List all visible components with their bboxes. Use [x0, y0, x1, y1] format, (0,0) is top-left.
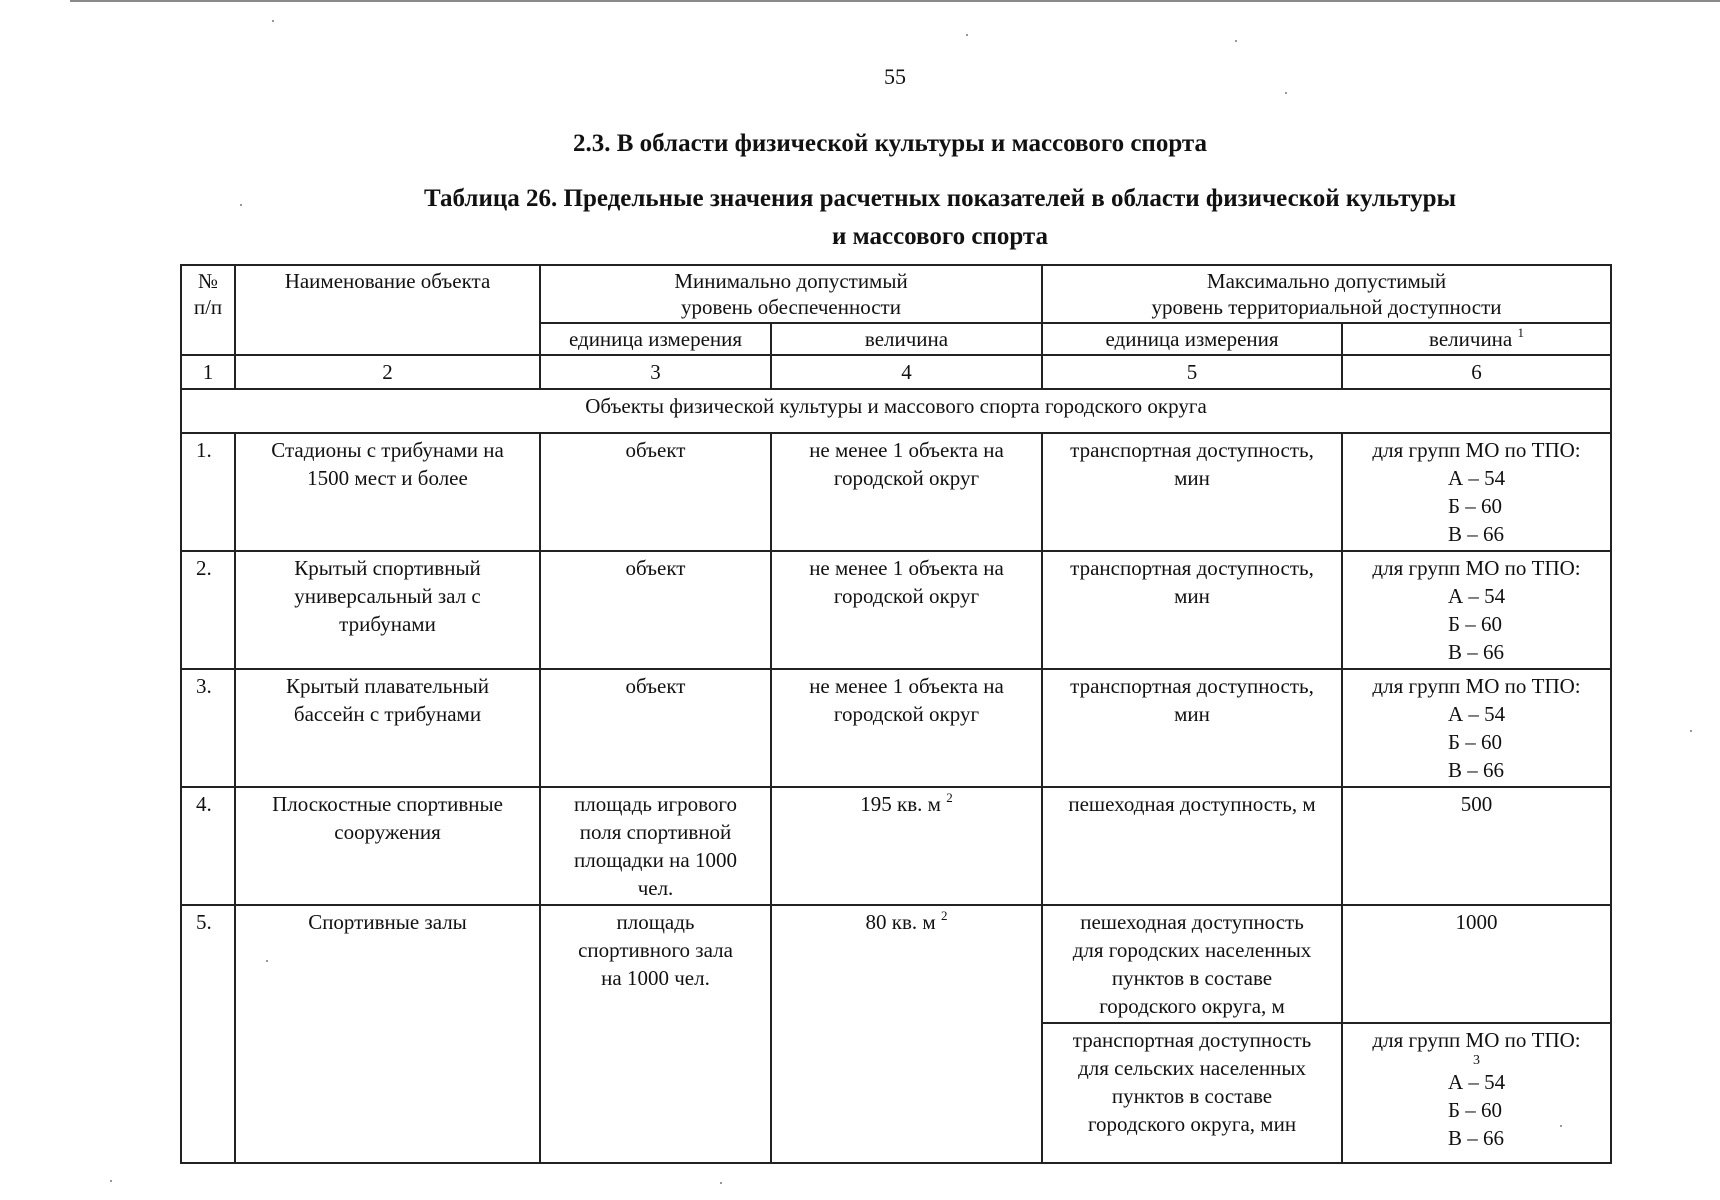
page-number: 55: [884, 64, 906, 89]
value-min: [771, 669, 1042, 787]
object-name-line: бассейн с трибунами: [293, 702, 482, 726]
footnote-2-marker: 2: [940, 908, 948, 923]
header-min-group-line2: уровень обеспеченности: [681, 295, 901, 319]
row-number: 4.: [181, 787, 235, 905]
column-numbers-row: [181, 355, 1611, 389]
value-max-item: Б – 60: [1447, 1098, 1502, 1122]
unit-min: объект: [540, 669, 771, 787]
unit-min-line: на 1000 чел.: [601, 966, 710, 990]
header-min-group-cell: [540, 265, 1042, 323]
table-caption-line2: и массового спорта: [831, 223, 1049, 250]
unit-max-line: для городских населенных: [1072, 938, 1312, 962]
row-number: 5.: [181, 905, 235, 1163]
value-max-item: Б – 60: [1447, 612, 1502, 636]
value-max-item: Б – 60: [1447, 730, 1502, 754]
unit-max-line: пешеходная доступность: [1080, 910, 1304, 934]
unit-max-line: мин: [1174, 466, 1210, 490]
object-name-line: Крытый спортивный: [294, 556, 481, 580]
unit-max-line: транспортная доступность,: [1070, 438, 1314, 462]
value-max: [1342, 669, 1611, 787]
value-max-item: Б – 60: [1447, 494, 1502, 518]
scan-speck: [966, 34, 968, 36]
column-number: 1: [181, 355, 235, 389]
unit-min: [540, 787, 771, 905]
unit-max: [1042, 433, 1342, 551]
header-value-max: [1342, 323, 1611, 355]
row-number: 2.: [181, 551, 235, 669]
value-max-list: [1448, 1068, 1505, 1152]
unit-max-line: мин: [1174, 584, 1210, 608]
table-row: [181, 551, 1611, 669]
unit-max-line: мин: [1174, 702, 1210, 726]
header-value-min: величина: [771, 323, 1042, 355]
value-min: [771, 551, 1042, 669]
object-name: [235, 787, 540, 905]
table-row: [181, 905, 1611, 1023]
object-name-line: сооружения: [334, 820, 441, 844]
column-number: 4: [771, 355, 1042, 389]
group-title: Объекты физической культуры и массового спорта городского округа: [181, 389, 1611, 433]
value-max-item: А – 54: [1447, 1070, 1506, 1094]
object-name-line: Стадионы с трибунами на: [271, 438, 504, 462]
object-name-line: трибунами: [339, 612, 436, 636]
header-unit-max: единица измерения: [1042, 323, 1342, 355]
header-min-group-line1: Минимально допустимый: [674, 269, 908, 293]
scan-speck: [110, 1180, 112, 1182]
unit-max-line: для сельских населенных: [1078, 1056, 1306, 1080]
unit-min-line: площадь: [616, 910, 695, 934]
unit-max-line: транспортная доступность,: [1070, 556, 1314, 580]
scan-speck: [1285, 92, 1287, 94]
header-max-group-line2: уровень территориальной доступности: [1151, 295, 1502, 319]
group-title-row: [181, 389, 1611, 433]
header-unit-min: единица измерения: [540, 323, 771, 355]
unit-max: [1042, 551, 1342, 669]
unit-max: пешеходная доступность, м: [1042, 787, 1342, 905]
object-name-line: Крытый плавательный: [286, 674, 489, 698]
object-name: Спортивные залы: [235, 905, 540, 1163]
value-max-item: А – 54: [1447, 702, 1506, 726]
column-number: 3: [540, 355, 771, 389]
unit-min-line: площадки на 1000: [574, 848, 737, 872]
value-min: [771, 787, 1042, 905]
header-name-cell: Наименование объекта: [235, 265, 540, 355]
value-min-line: городской округ: [833, 584, 980, 608]
unit-min-line: поля спортивной: [579, 820, 732, 844]
value-min-text: 80 кв. м: [865, 910, 936, 934]
header-row: [181, 265, 1611, 323]
value-max-item: А – 54: [1447, 584, 1506, 608]
column-number: 6: [1342, 355, 1611, 389]
unit-min: [540, 905, 771, 1163]
unit-max-line: транспортная доступность: [1072, 1028, 1312, 1052]
scan-speck: [266, 960, 268, 962]
value-min-line: городской округ: [833, 702, 980, 726]
header-num-line1: №: [197, 269, 219, 293]
object-name-line: универсальный зал с: [294, 584, 481, 608]
table-caption-line1: Таблица 26. Предельные значения расчетных показателей в области физической культуры: [423, 185, 1456, 212]
object-name-line: Плоскостные спортивные: [272, 792, 503, 816]
header-value-max-text: величина: [1429, 327, 1513, 351]
value-max-item: В – 66: [1447, 1126, 1504, 1150]
value-max-list: [1448, 464, 1505, 548]
unit-max-line: городского округа, мин: [1087, 1112, 1297, 1136]
unit-min: объект: [540, 551, 771, 669]
scan-speck: [1690, 730, 1692, 732]
unit-max-line: транспортная доступность,: [1070, 674, 1314, 698]
header-num-cell: [181, 265, 235, 355]
scan-speck: [240, 204, 242, 206]
value-max-item: В – 66: [1447, 758, 1504, 782]
scan-speck: [720, 1182, 722, 1184]
footnote-1-marker: 1: [1517, 325, 1524, 340]
value-min-line: не менее 1 объекта на: [809, 556, 1004, 580]
value-max-list: [1448, 700, 1505, 784]
table-row: [181, 433, 1611, 551]
scan-speck: [1560, 1125, 1562, 1127]
value-max: [1342, 1023, 1611, 1163]
row-number: 3.: [181, 669, 235, 787]
scan-speck: [272, 20, 274, 22]
table-row: [181, 669, 1611, 787]
scan-speck: [1235, 40, 1237, 42]
value-min: [771, 905, 1042, 1163]
unit-max-line: городского округа, м: [1099, 994, 1285, 1018]
header-num-line2: п/п: [193, 295, 223, 319]
unit-min-line: спортивного зала: [578, 938, 733, 962]
section-title: 2.3. В области физической культуры и массового спорта: [573, 130, 1207, 157]
value-max-item: А – 54: [1447, 466, 1506, 490]
value-min-line: не менее 1 объекта на: [809, 438, 1004, 462]
column-number: 2: [235, 355, 540, 389]
value-max-head: для групп МО по ТПО:: [1372, 674, 1581, 698]
unit-max-line: пунктов в составе: [1111, 1084, 1273, 1108]
unit-min: объект: [540, 433, 771, 551]
object-name: [235, 433, 540, 551]
value-max-head: для групп МО по ТПО:: [1372, 438, 1581, 462]
footnote-2-marker: 2: [946, 790, 953, 805]
footnote-3-marker: 3: [1473, 1053, 1481, 1068]
unit-max: [1042, 1023, 1342, 1163]
object-name: [235, 669, 540, 787]
value-max: 1000: [1342, 905, 1611, 1023]
table-caption: [160, 180, 1720, 256]
header-max-group-cell: [1042, 265, 1611, 323]
value-max: [1342, 551, 1611, 669]
unit-min-line: площадь игрового: [574, 792, 737, 816]
value-max-item: В – 66: [1447, 640, 1504, 664]
unit-min-line: чел.: [637, 876, 674, 900]
value-max-item: В – 66: [1447, 522, 1504, 546]
value-min: [771, 433, 1042, 551]
value-min-line: городской округ: [833, 466, 980, 490]
header-max-group-line1: Максимально допустимый: [1206, 269, 1447, 293]
top-border-line: [70, 0, 1720, 2]
value-max: [1342, 433, 1611, 551]
value-min-line: не менее 1 объекта на: [809, 674, 1004, 698]
value-max-list: [1448, 582, 1505, 666]
object-name-line: 1500 мест и более: [307, 466, 468, 490]
value-max-head: для групп МО по ТПО:: [1372, 556, 1581, 580]
table-row: [181, 787, 1611, 905]
unit-max: [1042, 905, 1342, 1023]
row-number: 1.: [181, 433, 235, 551]
column-number: 5: [1042, 355, 1342, 389]
unit-max: [1042, 669, 1342, 787]
norms-table: [180, 264, 1612, 1164]
object-name: [235, 551, 540, 669]
value-max-head: для групп МО по ТПО:: [1372, 1028, 1581, 1052]
value-max: 500: [1342, 787, 1611, 905]
value-min-text: 195 кв. м: [860, 792, 941, 816]
unit-max-line: пунктов в составе: [1111, 966, 1273, 990]
